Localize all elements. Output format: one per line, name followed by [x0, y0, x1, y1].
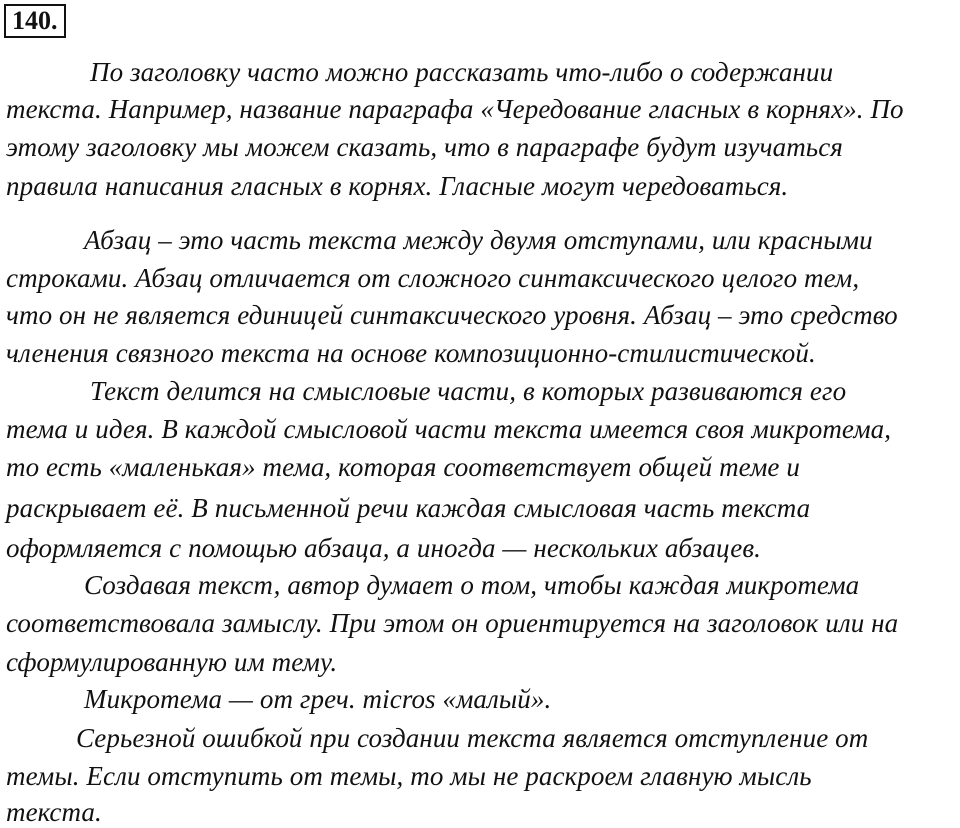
- text-line: Микротема — от греч. micros «малый».: [84, 684, 552, 714]
- text-line: Серьезной ошибкой при создании текста является отступление от: [76, 723, 869, 753]
- text-line: темы. Если отступить от темы, то мы не раскроем главную мысль: [6, 761, 812, 791]
- text-line: раскрывает её. В письменной речи каждая смысловая часть текста: [6, 493, 811, 523]
- text-line: правила написания гласных в корнях. Гласные могут чередоваться.: [6, 171, 789, 201]
- text-line: текста.: [6, 797, 102, 827]
- text-line: соответствовала замыслу. При этом он ориентируется на заголовок или на: [6, 608, 899, 638]
- text-line: этому заголовку мы можем сказать, что в параграфе будут изучаться: [6, 132, 843, 162]
- text-line: что он не является единицей синтаксического уровня. Абзац – это средство: [6, 300, 898, 330]
- text-line: то есть «маленькая» тема, которая соответствует общей теме и: [6, 452, 800, 482]
- text-line: Создавая текст, автор думает о том, чтобы каждая микротема: [84, 570, 860, 600]
- text-line: Текст делится на смысловые части, в которых развиваются его: [90, 376, 847, 406]
- text-line: сформулированную им тему.: [6, 647, 338, 677]
- text-line: строками. Абзац отличается от сложного синтаксического целого тем,: [6, 263, 860, 293]
- exercise-number: 140.: [4, 4, 66, 38]
- text-line: членения связного текста на основе композиционно-стилистической.: [6, 338, 816, 368]
- text-line: текста. Например, название параграфа «Чередование гласных в корнях». По: [6, 94, 904, 124]
- text-line: тема и идея. В каждой смысловой части текста имеется своя микротема,: [6, 414, 892, 444]
- text-line: оформляется с помощью абзаца, а иногда — нескольких абзацев.: [6, 533, 761, 563]
- text-line: Абзац – это часть текста между двумя отступами, или красными: [84, 225, 873, 255]
- text-line: По заголовку часто можно рассказать что-либо о содержании: [90, 57, 834, 87]
